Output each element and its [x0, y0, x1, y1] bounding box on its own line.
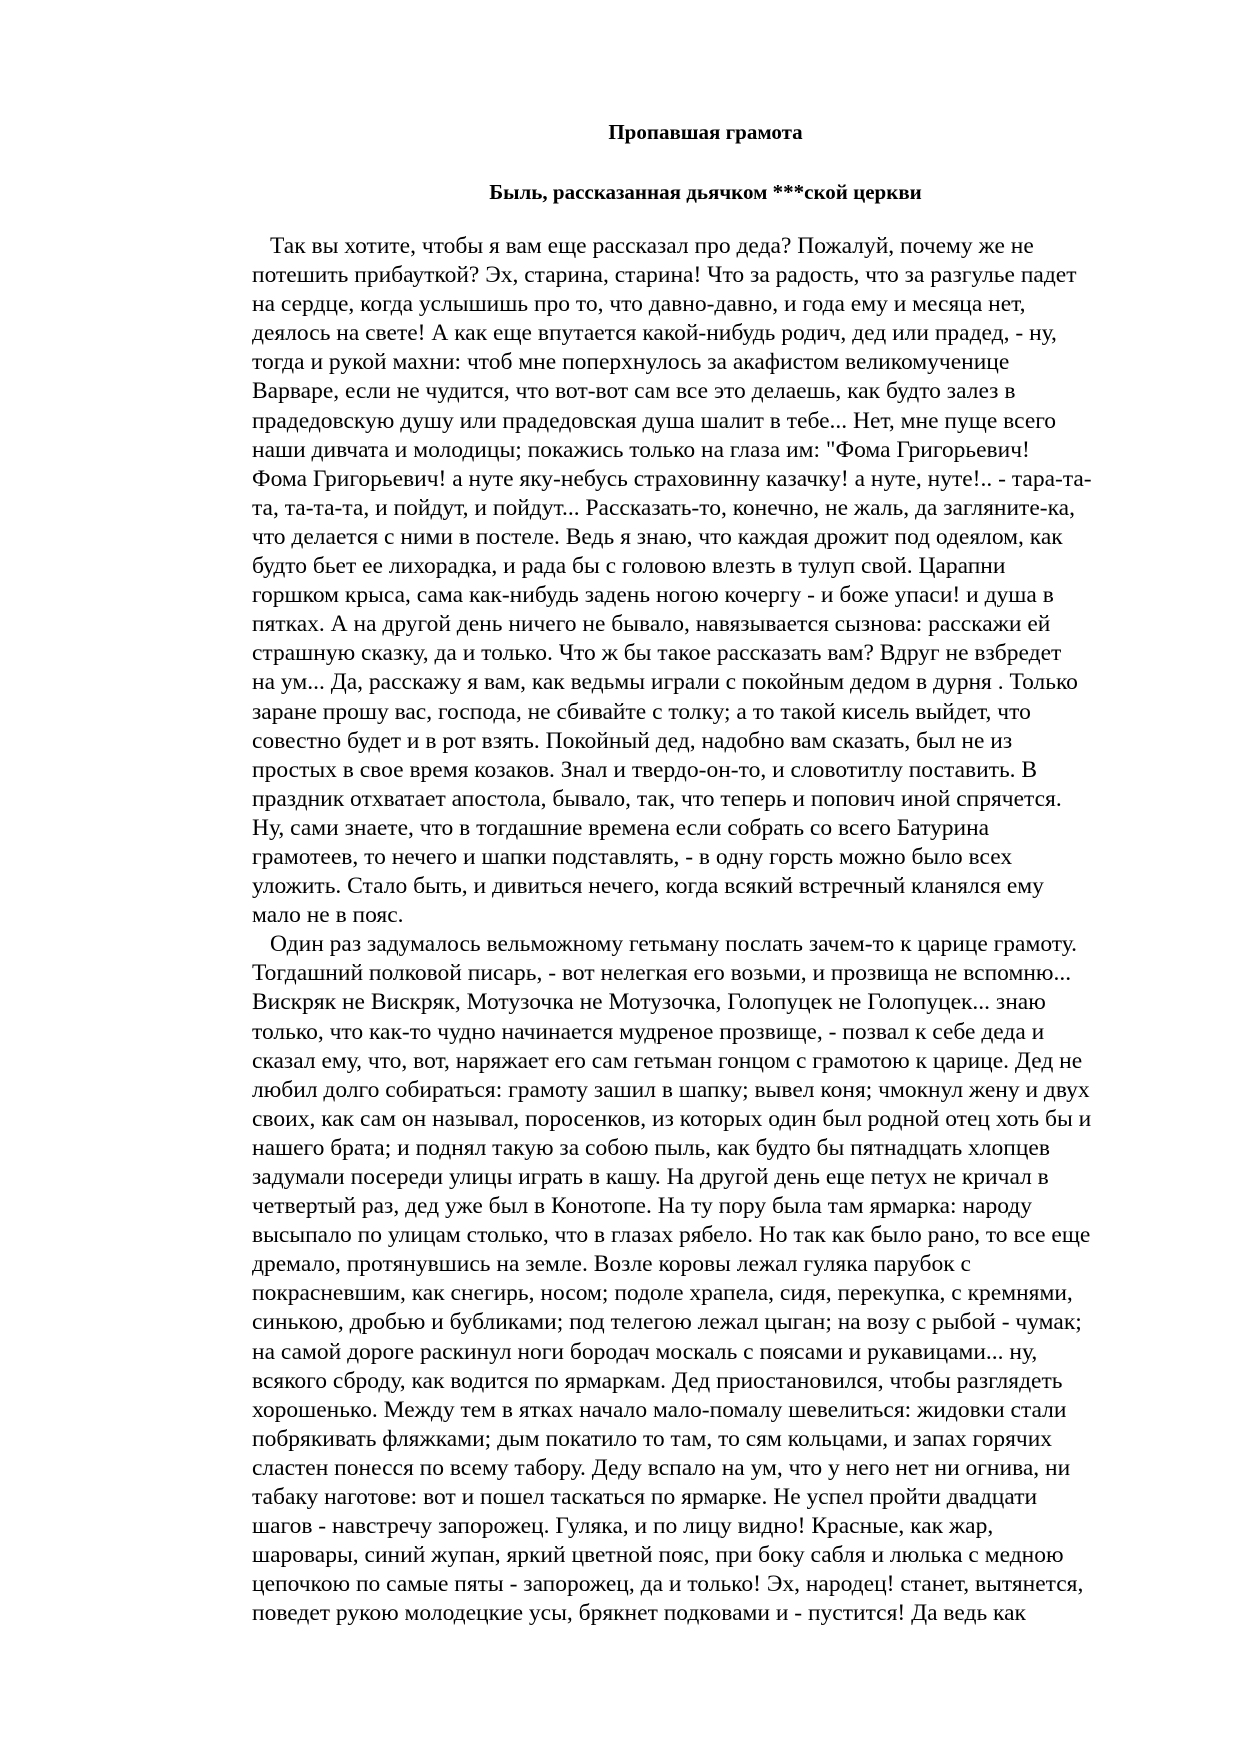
- text-line: синькою, дробью и бубликами; под телегою лежал цыган; на возу с рыбой - чумак;: [252, 1309, 1082, 1336]
- text-line: простых в свое время козаков. Знал и твердо-он-то, и словотитлу поставить. В: [252, 756, 1038, 783]
- text-line: Вискряк не Вискряк, Мотузочка не Мотузочка, Голопуцек не Голопуцек... знаю: [252, 989, 1046, 1016]
- text-line: сказал ему, что, вот, наряжает его сам гетьман гонцом с грамотою к царице. Дед не: [252, 1047, 1083, 1074]
- text-line: мало не в пояс.: [252, 902, 404, 929]
- text-line: грамотеев, то нечего и шапки подставлять, - в одну горсть можно было всех: [252, 843, 1013, 870]
- text-line: побрякивать фляжками; дым покатило то там, то сям кольцами, и запах горячих: [252, 1425, 1053, 1452]
- text-line: будто бьет ее лихорадка, и рада бы с головою влезть в тулуп свой. Царапни: [252, 553, 1006, 580]
- text-line: шаровары, синий жупан, яркий цветной пояс, при боку сабля и люлька с медною: [252, 1542, 1064, 1569]
- text-line: Так вы хотите, чтобы я вам еще рассказал про деда? Пожалуй, почему же не: [270, 233, 1034, 259]
- text-line: своих, как сам он называл, поросенков, из которых один был родной отец хоть бы и: [252, 1105, 1092, 1132]
- text-line: четвертый раз, дед уже был в Конотопе. На ту пору была там ярмарка: народу: [252, 1193, 1032, 1220]
- text-line: потешить прибауткой? Эх, старина, старина! Что за радость, что за разгулье падет: [252, 262, 1077, 289]
- text-line: только, что как-то чудно начинается мудреное прозвище, - позвал к себе деда и: [252, 1018, 1045, 1045]
- document-subtitle: Быль, рассказанная дьячком ***ской церкви: [489, 180, 922, 204]
- text-line: Один раз задумалось вельможному гетьману послать зачем-то к царице грамоту.: [270, 931, 1078, 958]
- text-line: Ну, сами знаете, что в тогдашние времена если собрать со всего Батурина: [252, 814, 990, 841]
- document-body: [252, 232, 1152, 1629]
- text-line: на самой дороге раскинул ноги бородач москаль с поясами и рукавицами... ну,: [252, 1338, 1038, 1365]
- paragraph: [252, 232, 1152, 930]
- text-line: нашего брата; и поднял такую за собою пыль, как будто бы пятнадцать хлопцев: [252, 1134, 1050, 1161]
- text-line: прадедовскую душу или прадедовская душа шалит в тебе... Нет, мне пуще всего: [252, 407, 1057, 434]
- text-line: поведет рукою молодецкие усы, брякнет подковами и - пустится! Да ведь как: [252, 1600, 1026, 1627]
- text-line: наши дивчата и молодицы; покажись только на глаза им: "Фома Григорьевич!: [252, 436, 1030, 463]
- text-line: Фома Григорьевич! а нуте яку-небусь страховинну казачку! а нуте, нуте!.. - тара-та-: [252, 465, 1092, 492]
- text-line: Тогдашний полковой писарь, - вот нелегкая его возьми, и прозвища не вспомню...: [252, 960, 1072, 987]
- text-line: сластен понесся по всему табору. Деду вспало на ум, что у него нет ни огнива, ни: [252, 1454, 1071, 1481]
- text-line: высыпало по улицам столько, что в глазах рябело. Но так как было рано, то все еще: [252, 1222, 1091, 1249]
- text-line: дремало, протянувшись на земле. Возле коровы лежал гуляка парубок с: [252, 1251, 971, 1278]
- text-line: пятках. А на другой день ничего не бывало, навязывается сызнова: расскажи ей: [252, 611, 1051, 638]
- text-line: Варваре, если не чудится, что вот-вот сам все это делаешь, как будто залез в: [252, 378, 1016, 405]
- text-line: что делается с ними в постеле. Ведь я знаю, что каждая дрожит под одеялом, как: [252, 523, 1063, 550]
- text-line: любил долго собираться: грамоту зашил в шапку; вывел коня; чмокнул жену и двух: [252, 1076, 1090, 1103]
- text-line: покрасневшим, как снегирь, носом; подоле храпела, сидя, перекупка, с кремнями,: [252, 1280, 1073, 1307]
- text-line: на ум... Да, расскажу я вам, как ведьмы играли с покойным дедом в дурня . Только: [252, 669, 1078, 696]
- text-line: табаку наготове: вот и пошел таскаться по ярмарке. Не успел пройти двадцати: [252, 1484, 1038, 1511]
- text-line: та, та-та-та, и пойдут, и пойдут... Рассказать-то, конечно, не жаль, да загляните-ка,: [252, 494, 1075, 521]
- text-line: деялось на свете! А как еще впутается какой-нибудь родич, дед или прадед, - ну,: [252, 320, 1057, 347]
- text-line: хорошенько. Между тем в ятках начало мало-помалу шевелиться: жидовки стали: [252, 1396, 1067, 1423]
- text-line: на сердце, когда услышишь про то, что давно-давно, и года ему и месяца нет,: [252, 291, 1026, 318]
- text-line: цепочкою по самые пяты - запорожец, да и только! Эх, народец! станет, вытянется,: [252, 1571, 1084, 1598]
- text-line: праздник отхватает апостола, бывало, так, что теперь и попович иной спрячется.: [252, 785, 1062, 812]
- text-line: заране прошу вас, господа, не сбивайте с толку; а то такой кисель выйдет, что: [252, 698, 1031, 725]
- text-line: совестно будет и в рот взять. Покойный дед, надобно вам сказать, был не из: [252, 727, 1013, 754]
- text-line: шагов - навстречу запорожец. Гуляка, и по лицу видно! Красные, как жар,: [252, 1513, 994, 1540]
- text-line: горшком крыса, сама как-нибудь задень ногою кочергу - и боже упаси! и душа в: [252, 582, 1054, 609]
- text-line: тогда и рукой махни: чтоб мне поперхнулось за акафистом великомученице: [252, 349, 1010, 376]
- text-line: уложить. Стало быть, и дивиться нечего, когда всякий встречный кланялся ему: [252, 873, 1044, 900]
- document-title: Пропавшая грамота: [608, 120, 803, 144]
- paragraph: [252, 930, 1152, 1628]
- text-line: страшную сказку, да и только. Что ж бы такое рассказать вам? Вдруг не взбредет: [252, 640, 1062, 667]
- text-line: всякого сброду, как водится по ярмаркам. Дед приостановился, чтобы разглядеть: [252, 1367, 1063, 1394]
- text-line: задумали посереди улицы играть в кашу. На другой день еще петух не кричал в: [252, 1164, 1049, 1190]
